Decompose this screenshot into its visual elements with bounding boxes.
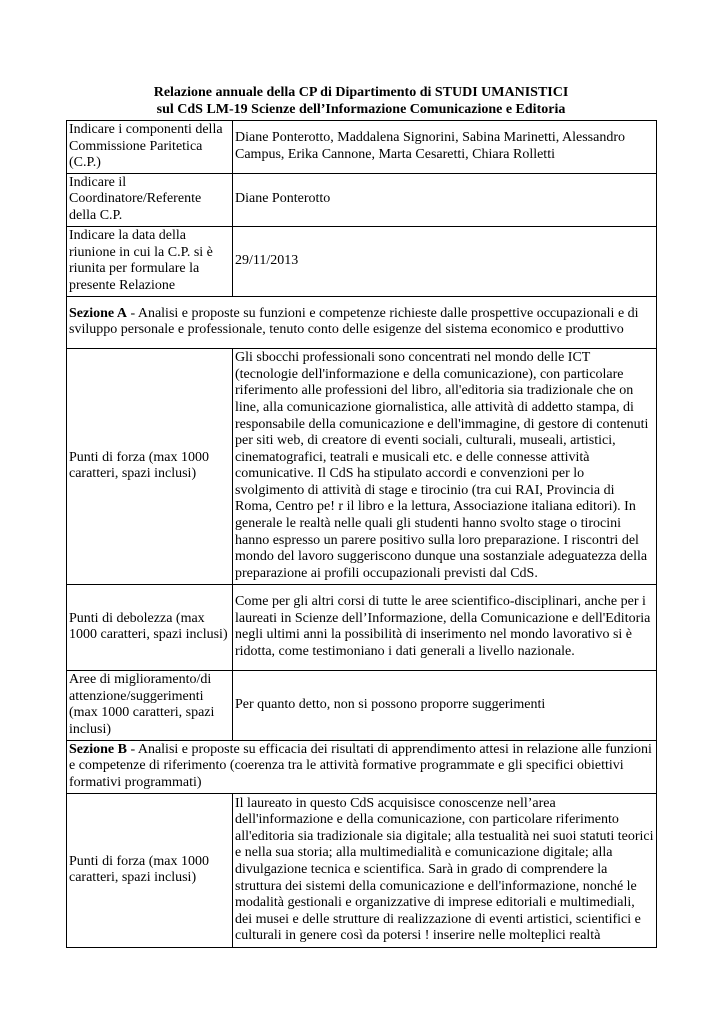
row-value: Gli sbocchi professionali sono concentrati nel mondo delle ICT (tecnologie dell'informazione e della comunicazione), con particolare riferimento alle professioni del libro, all'editoria sia tradizionale che on line, alla comunicazione giornalistica, alle attività di addetto stampa, di responsabile della comunicazione e dell'immagine, di gestore di contenuti per siti web, di creatore di eventi sociali, culturali, museali, artistici, cinematografici, teatrali e musicali etc. e delle connesse attività comunicative. Il CdS ha stipulato accordi e convenzioni per lo svolgimento di attività di stage e tirocinio (tra cui RAI, Provincia di Roma, Centro pe! r il libro e la lettura, Associazione italiana editori). In generale le realtà nelle quali gli studenti hanno svolto stage o tirocini hanno espresso un parere positivo sulla loro preparazione. I riscontri del mondo del lavoro suggeriscono dunque una sostanziale adeguatezza della preparazione ai profili occupazionali previsti dal CdS. (233, 348, 657, 584)
table-row (67, 670, 657, 740)
row-label: Aree di miglioramento/di attenzione/suggerimenti (max 1000 caratteri, spazi inclusi) (67, 670, 233, 740)
document-title-line-1: Relazione annuale della CP di Dipartimento di STUDI UMANISTICI (153, 85, 569, 100)
section-header-row (67, 740, 657, 793)
report-table (66, 120, 657, 948)
section-b-name: Sezione B (69, 741, 127, 757)
row-value: 29/11/2013 (233, 226, 657, 296)
section-a-header (67, 296, 657, 348)
row-label: Punti di forza (max 1000 caratteri, spazi inclusi) (67, 348, 233, 584)
row-label: Indicare il Coordinatore/Referente della C.P. (67, 173, 233, 226)
row-label: Punti di debolezza (max 1000 caratteri, spazi inclusi) (67, 584, 233, 670)
row-value: Diane Ponterotto (233, 173, 657, 226)
row-value: Per quanto detto, non si possono proporre suggerimenti (233, 670, 657, 740)
section-b-header (67, 740, 657, 793)
row-value: Il laureato in questo CdS acquisisce conoscenze nell’area dell'informazione e della comunicazione, con particolare riferimento all'editoria sia tradizionale sia digitale; alla testualità nei suoi statuti teorici e nella sua storia; alla multimedialità e comunicazione digitale; alla divulgazione tecnica e scientifica. Sarà in grado di comprendere la struttura dei sistemi della comunicazione e dell'informazione, nonché le modalità gestionali e organizzative di imprese editoriali e multimediali, dei musei e delle strutture di realizzazione di eventi artistici, scientifici e culturali in genere così da potersi ! inserire nelle molteplici realtà (233, 793, 657, 947)
section-b-description: - Analisi e proposte su efficacia dei risultati di apprendimento attesi in relazione alle funzioni e competenze di riferimento (coerenza tra le attività formative programmate e gli specifici obiettivi formativi programmati) (69, 741, 652, 791)
table-row (67, 121, 657, 174)
row-value: Diane Ponterotto, Maddalena Signorini, Sabina Marinetti, Alessandro Campus, Erika Cannone, Marta Cesaretti, Chiara Rolletti (233, 121, 657, 174)
section-a-description: - Analisi e proposte su funzioni e competenze richieste dalle prospettive occupazionali e di sviluppo personale e professionale, tenuto conto delle esigenze del sistema economico e produttivo (69, 305, 639, 338)
section-a-name: Sezione A (69, 305, 127, 321)
row-label: Indicare i componenti della Commissione Paritetica (C.P.) (67, 121, 233, 174)
row-value: Come per gli altri corsi di tutte le aree scientifico-disciplinari, anche per i laureati in Scienze dell’Informazione, della Comunicazione e dell'Editoria negli ultimi anni la possibilità di inserimento nel mondo lavorativo si è ridotta, come testimoniano i dati generali a livello nazionale. (233, 584, 657, 670)
table-row (67, 226, 657, 296)
document-title-line-2: sul CdS LM-19 Scienze dell’Informazione Comunicazione e Editoria (156, 102, 566, 117)
row-label: Punti di forza (max 1000 caratteri, spazi inclusi) (67, 793, 233, 947)
table-row (67, 173, 657, 226)
section-header-row (67, 296, 657, 348)
table-row (67, 584, 657, 670)
table-row (67, 793, 657, 947)
table-row (67, 348, 657, 584)
row-label: Indicare la data della riunione in cui la C.P. si è riunita per formulare la presente Relazione (67, 226, 233, 296)
